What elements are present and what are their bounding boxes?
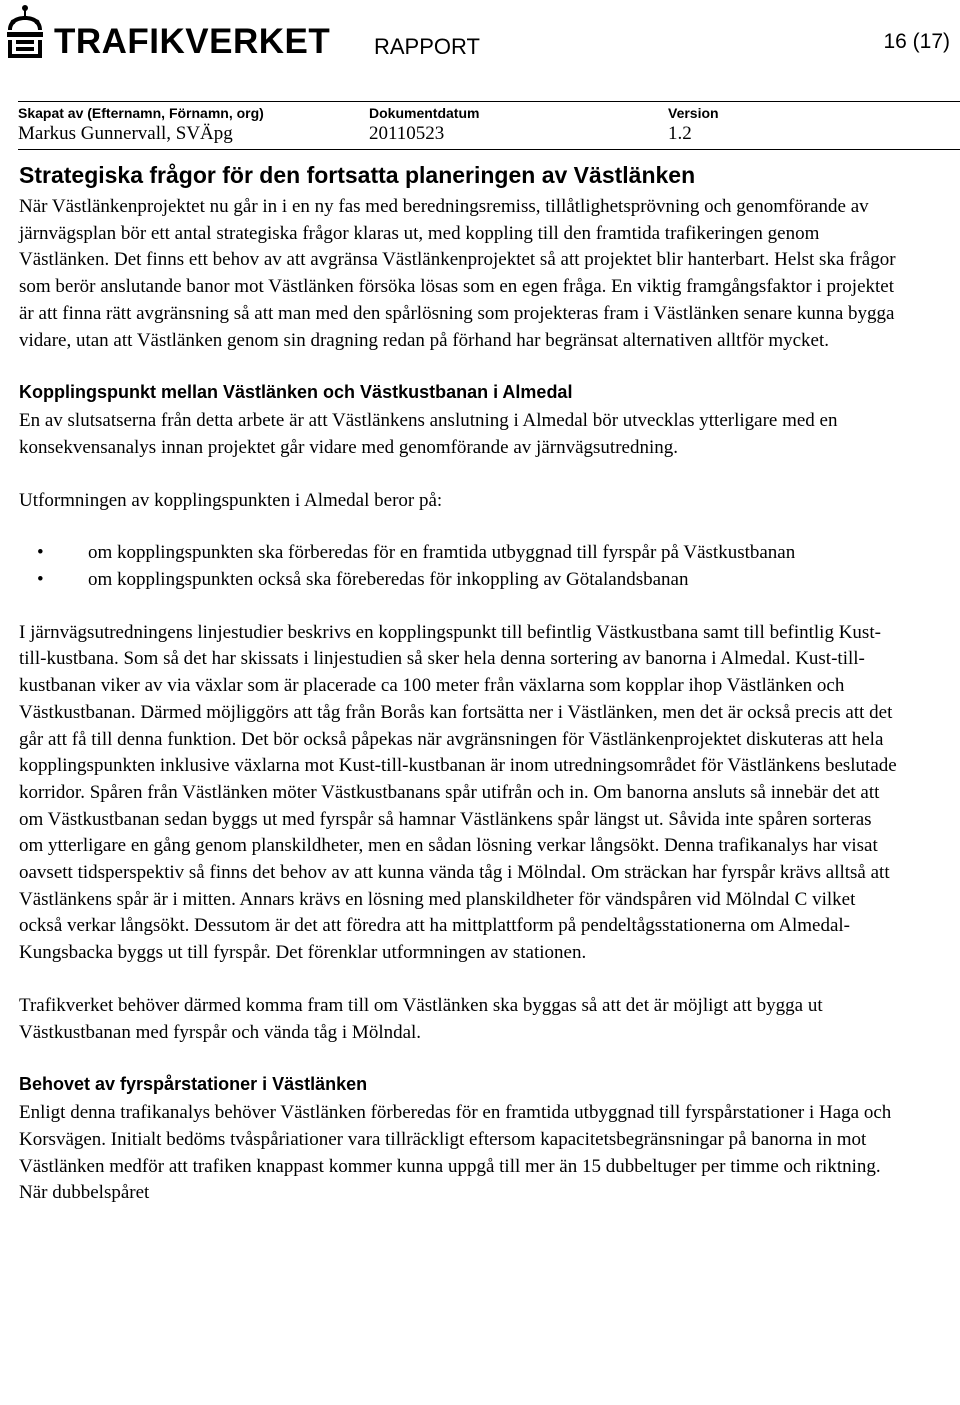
list-item [19, 540, 899, 567]
intro-paragraph: När Västlänkenprojektet nu går in i en ny fas med beredningsremiss, tillåtlighetsprövning och genomförande av järnvägsplan bör ett antal strategiska frågor klaras ut, med koppling till den framtida trafikeringen genom Västlänken. Det finns ett behov av att avgränsa Västlänkenprojektet så att projektet blir hanterbart. Helst ska frågor som berör anslutande banor mot Västlänken försöka lösas som en egen fråga. En viktig framgångsfaktor i projektet är att finna rätt avgränsning så att man med den spårlösning som projekteras fram i Västlänken senare kunna bygga vidare, utan att Västlänken genom sin dragning redan på förhand har begränsat alternativen alltför mycket. [19, 196, 896, 351]
created-by-label: Skapat av (Efternamn, Förnamn, org) [18, 105, 264, 121]
page-header [0, 0, 960, 100]
document-type: RAPPORT [374, 34, 480, 59]
logo-text: TRAFIKVERKET [54, 22, 331, 61]
version-cell [668, 104, 719, 146]
version-value: 1.2 [668, 123, 692, 144]
document-meta-row [18, 101, 960, 150]
list-item-text: om kopplingspunkten ska förberedas för en framtida utbyggnad till fyrspår på Västkustbanan [88, 542, 796, 564]
trafikverket-logo [4, 4, 330, 60]
bullet-icon: • [37, 569, 44, 591]
created-by-cell [18, 104, 264, 146]
date-cell [369, 104, 479, 146]
bullet-list [19, 540, 899, 593]
section-title: Strategiska frågor för den fortsatta planeringen av Västlänken [19, 162, 696, 188]
paragraph-slutsatser: En av slutsatserna från detta arbete är att Västlänkens anslutning i Almedal bör utvecklas ytterligare med en konsekvensanalys innan projektet går vidare med genomförande av järnvägsutredning. [19, 410, 838, 458]
version-label: Version [668, 105, 719, 121]
subheading-fyrsparstationer: Behovet av fyrspårstationer i Västlänken [19, 1074, 368, 1095]
date-value: 20110523 [369, 123, 445, 144]
paragraph-linjestudier: I järnvägsutredningens linjestudier beskrivs en kopplingspunkt till befintlig Västkustbana samt till befintlig Kust-till-kustbana. Som så det har skissats i linjestudien så sker hela denna sortering av banorna i Almedal. Kust-till-kustbanan viker av via växlar som är placerade ca 100 meter från växlarna som kopplar ihop Västlänken och Västkustbanan. Därmed möjliggörs att tåg från Borås kan fortsätta ner i Västlänken, men det är också precis att det går att få till denna funktion. Det bör också påpekas när avgränsningen för Västlänkenprojektet diskuteras att hela kopplingspunkten inklusive växlarna mot Kust-till-kustbanan är inom utredningsområdet för Västlänkens beslutade korridor. Spåren från Västlänken möter Västkustbanans spår utifrån och in. Om banorna ansluts så innebär det att om Västkustbanan sedan byggs ut med fyrspår så hamnar Västlänkens spår längst ut. Såvida inte spåren sorteras om ytterligare en gång genom planskildheter, men en sådan lösning verkar långsökt. Denna trafikanalys har visat oavsett tidsperspektiv så finns det behov av att kunna vända tåg i Mölndal. Om sträckan har fyrspår krävs alltså att Västlänkens spår är i mitten. Annars krävs en lösning med planskildheter för vändspåren vid Mölndal C vilket också verkar långsökt. Dessutom är det att föredra att ha mittplattform på pendeltågsstationerna om Almedal-Kungsbacka byggs ut till fyrspår. Det förenklar utformningen av stationen. [19, 621, 897, 964]
created-by-value: Markus Gunnervall, SVÄpg [18, 123, 233, 144]
bullet-icon: • [37, 542, 44, 564]
page-number: 16 (17) [883, 30, 950, 53]
document-body [19, 160, 899, 1207]
date-label: Dokumentdatum [369, 105, 480, 121]
paragraph-fyrsparstationer: Enligt denna trafikanalys behöver Västlänken förberedas för en framtida utbyggnad till fyrspårstationer i Haga och Korsvägen. Initialt bedöms tvåspåriationer vara tillräckligt eftersom kapacitetsbegränsningar på banorna in mot Västlänken medför att trafiken knappast kommer kunna uppgå till mer än 15 dubbeltuger per timme och riktning. När dubbelspåret [19, 1102, 892, 1204]
list-item-text: om kopplingspunkten också ska föreberedas för inkoppling av Götalandsbanan [88, 569, 689, 591]
paragraph-trafikverket: Trafikverket behöver därmed komma fram till om Västlänken ska byggas så att det är möjligt att bygga ut Västkustbanan med fyrspår och vända tåg i Mölndal. [19, 994, 823, 1043]
subheading-kopplingspunkt: Kopplingspunkt mellan Västlänken och Västkustbanan i Almedal [19, 382, 573, 403]
crown-icon [4, 4, 46, 60]
list-item [19, 567, 899, 594]
paragraph-utformning: Utformningen av kopplingspunkten i Almedal beror på: [19, 489, 443, 511]
